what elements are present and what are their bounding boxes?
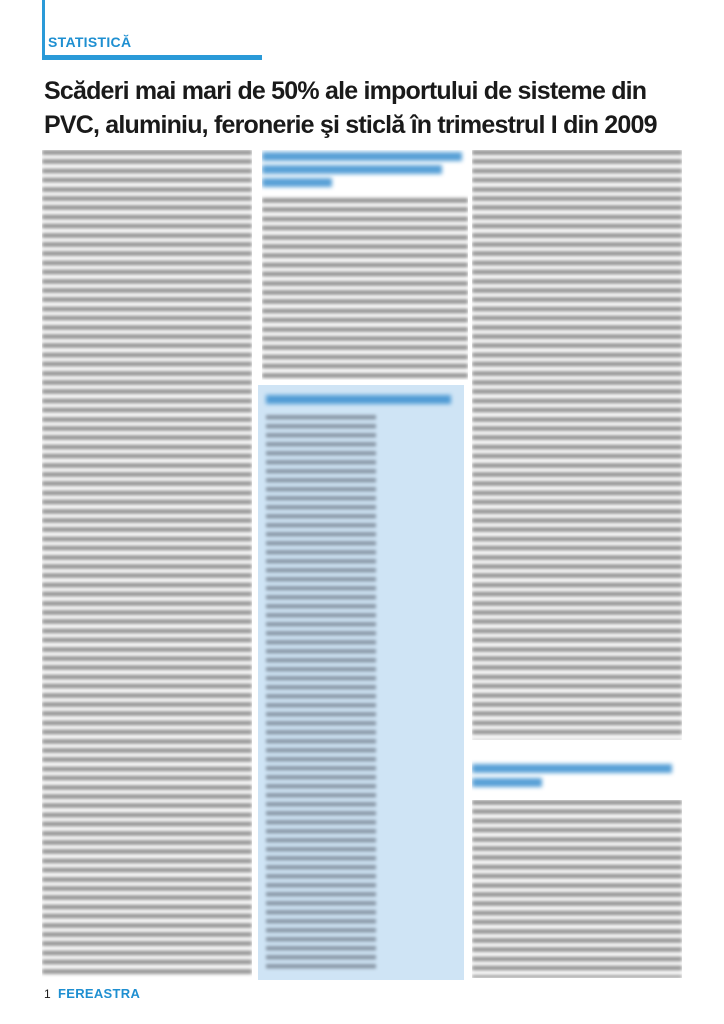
article-column-right-bottom: [472, 800, 682, 978]
section-underline: [42, 55, 262, 60]
article-headline: Scăderi mai mari de 50% ale importului de sisteme din PVC, aluminiu, feronerie şi sticlă în trimestrul I din 2009: [44, 77, 657, 139]
blurred-body-text: [42, 150, 252, 978]
article-column-middle: [262, 150, 468, 380]
article-subheading-right: [472, 758, 682, 798]
blurred-subheading: [262, 165, 442, 174]
blurred-body-text: [472, 800, 682, 978]
statistics-sidebar-box: [258, 385, 464, 980]
page-number: 1: [44, 987, 51, 1001]
blurred-subheading: [262, 178, 332, 187]
blurred-sidebar-title: [266, 395, 451, 404]
blurred-subheading: [472, 778, 542, 787]
publication-name: FEREASTRA: [58, 986, 141, 1001]
article-column-right: [472, 150, 682, 740]
blurred-subheading: [262, 152, 462, 161]
blurred-body-text: [262, 198, 468, 378]
blurred-subheading: [472, 764, 672, 773]
section-accent-bar: [42, 0, 45, 58]
blurred-sidebar-list: [266, 415, 376, 970]
section-label: STATISTICĂ: [48, 34, 132, 50]
article-column-left: [42, 150, 252, 978]
blurred-body-text: [472, 150, 682, 740]
